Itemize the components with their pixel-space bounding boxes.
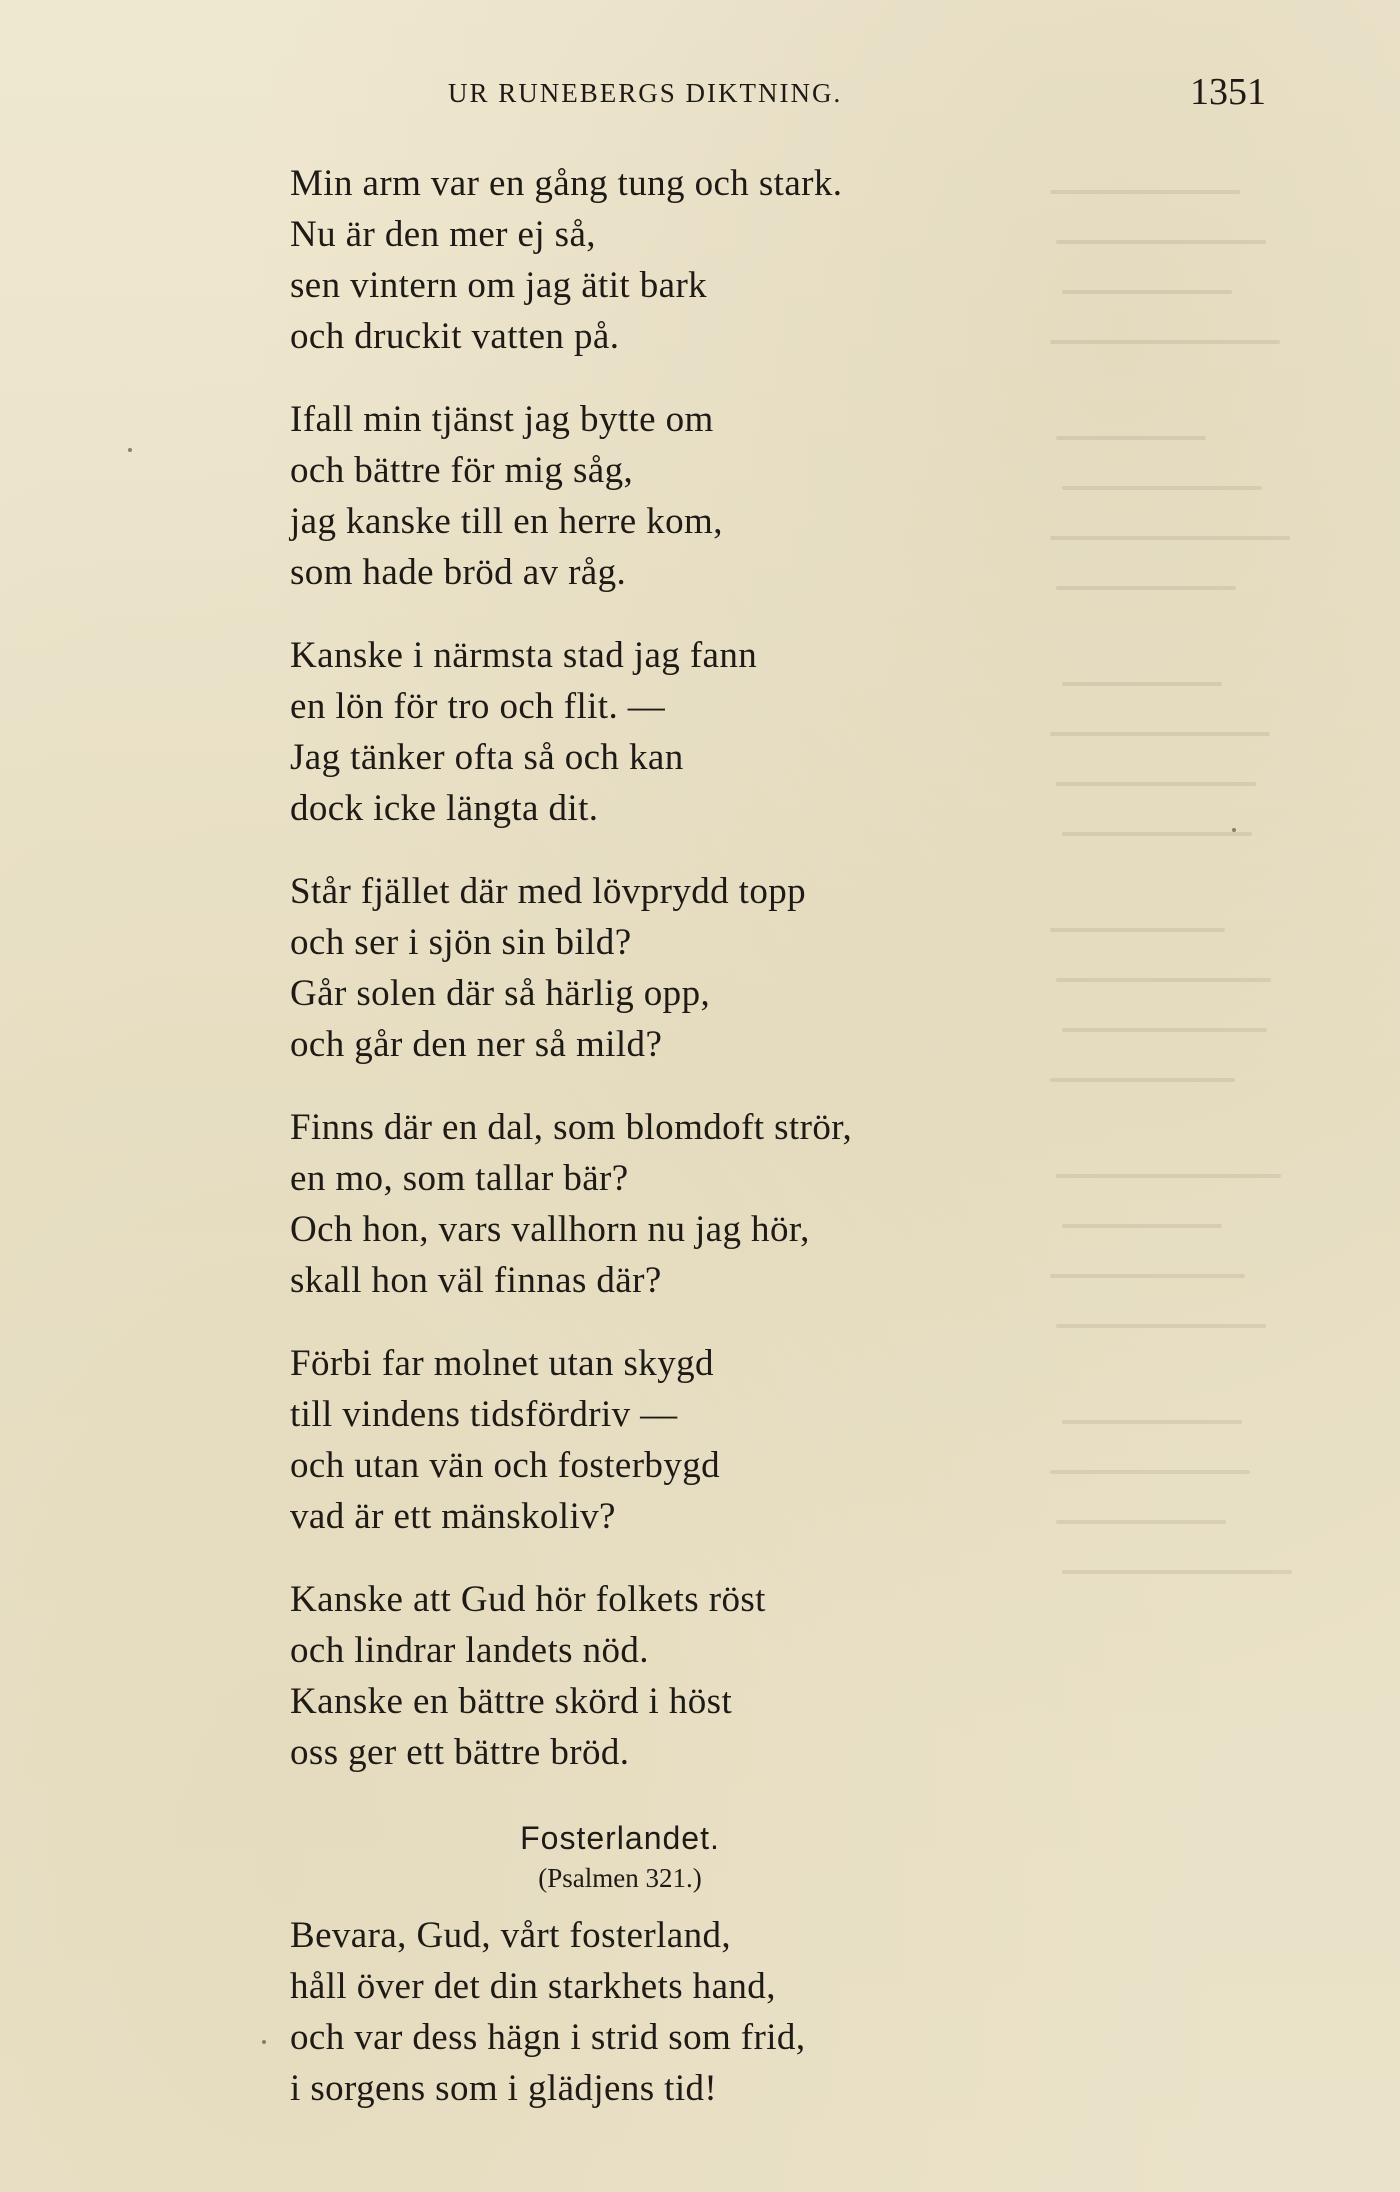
- poem-line: Står fjället där med lövprydd topp: [290, 871, 807, 912]
- paper-speck: [1232, 828, 1236, 832]
- poem-line: sen vintern om jag ätit bark: [290, 265, 708, 306]
- poem-line: en mo, som tallar bär?: [290, 1158, 629, 1199]
- poem-line: oss ger ett bättre bröd.: [290, 1732, 630, 1773]
- poem-line: i sorgens som i glädjens tid!: [290, 2068, 718, 2109]
- poem-line: och var dess hägn i strid som frid,: [290, 2017, 806, 2058]
- section-subtitle: (Psalmen 321.): [538, 1863, 702, 1893]
- poem-line: till vindens tidsfördriv —: [290, 1394, 678, 1435]
- stanza: [290, 158, 1190, 362]
- poem-line: och druckit vatten på.: [290, 316, 620, 357]
- poem-line: Jag tänker ofta så och kan: [290, 737, 684, 778]
- poem-line: dock icke längta dit.: [290, 788, 599, 829]
- paper-speck: [128, 448, 132, 452]
- poem-line: Och hon, vars vallhorn nu jag hör,: [290, 1209, 810, 1250]
- page-number: 1351: [1190, 71, 1266, 113]
- poem-line: Nu är den mer ej så,: [290, 214, 596, 255]
- paper-speck: [262, 2040, 266, 2044]
- poem-line: Min arm var en gång tung och stark.: [290, 163, 843, 204]
- poem-line: och utan vän och fosterbygd: [290, 1445, 721, 1486]
- poem-line: Bevara, Gud, vårt fosterland,: [290, 1915, 732, 1956]
- poem-line: Går solen där så härlig opp,: [290, 973, 711, 1014]
- stanza: [290, 866, 1190, 1070]
- stanza: [290, 1338, 1190, 1542]
- poem-line: en lön för tro och flit. —: [290, 686, 666, 727]
- poem-line: och bättre för mig såg,: [290, 450, 634, 491]
- poem-line: skall hon väl finnas där?: [290, 1260, 662, 1301]
- poem-line: vad är ett mänskoliv?: [290, 1496, 616, 1537]
- stanza: [290, 630, 1190, 834]
- poem-line: Kanske att Gud hör folkets röst: [290, 1579, 766, 1620]
- poem-line: Ifall min tjänst jag bytte om: [290, 399, 714, 440]
- poem-line: som hade bröd av råg.: [290, 552, 627, 593]
- poem-line: håll över det din starkhets hand,: [290, 1966, 776, 2007]
- page-header: [0, 70, 1400, 120]
- poem-line: Förbi far molnet utan skygd: [290, 1343, 714, 1384]
- stanza: [290, 1910, 1190, 2114]
- running-title: UR RUNEBERGS DIKTNING.: [448, 78, 843, 108]
- stanza: [290, 1102, 1190, 1306]
- poem-line: och ser i sjön sin bild?: [290, 922, 632, 963]
- poem-line: Kanske en bättre skörd i höst: [290, 1681, 733, 1722]
- poem-line: Kanske i närmsta stad jag fann: [290, 635, 758, 676]
- section-title: Fosterlandet.: [520, 1820, 720, 1856]
- poem-body: [290, 158, 1190, 2146]
- stanza: [290, 394, 1190, 598]
- poem-line: jag kanske till en herre kom,: [290, 501, 723, 542]
- poem-line: och går den ner så mild?: [290, 1024, 663, 1065]
- poem-line: Finns där en dal, som blomdoft strör,: [290, 1107, 853, 1148]
- poem-line: och lindrar landets nöd.: [290, 1630, 649, 1671]
- stanza: [290, 1574, 1190, 1778]
